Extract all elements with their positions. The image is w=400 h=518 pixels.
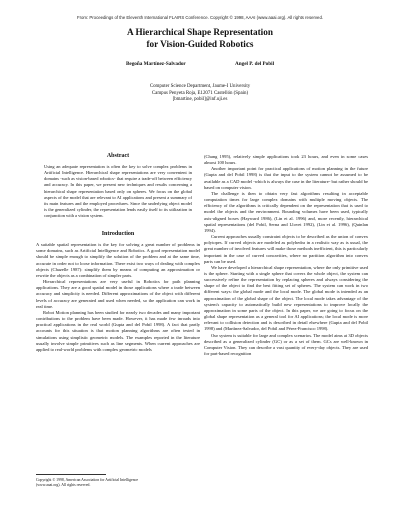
intro-paragraph: A suitable spatial representation is the key for solving a great number of problems in some domains, such as Artificial Intelligence and Robotics. A good representation model should be simple enough to simplify the solution of the problem and at the same time, accurate in order not to loose information. There exist two ways of dealing with complex objects (Chazelle 1987): simplify them by means of computing an approximation or rewrite the objects as a combination of simpler parts. <box>36 242 200 278</box>
paper-title <box>0 26 400 50</box>
authors <box>0 61 400 67</box>
intro-paragraph: Robot Motion planning has been studied for nearly two decades and many important contributions to the problem have been made. However, it has made few inroads into practical applications in the real world (Gupta and del Pobil 1998). A fact that partly accounts for this situation is that motion planning algorithms are often tested in simulations using simplistic geometric models. The examples reported in the literature usually involve simple primitives such as line segments. When current approaches are applied to real-world problems with complex geometric models <box>36 309 200 352</box>
intro-paragraph: Hierarchical representations are very useful in Robotics for path planning applications. They are a good spatial model in those applications where a trade between accuracy and simplicity is needed. Different approximations of the object with different levels of accuracy are generated and used when needed, so the application can work in real time. <box>36 279 200 309</box>
body-paragraph: The challenge is then to obtain very fast algorithms resulting in acceptable computation times for large complex domains with multiple moving objects. The efficiency of the algorithms is critically dependent on the representation that is used to model the objects and the environment. Bounding volumes have been used, typically axis-aligned boxes (Hayward 1986), (Lin et al. 1996) and, more recently, hierarchical spatial representations (del Pobil, Serna and Llovet 1992), (Lin et al. 1996), (Quinlan 1994). <box>204 190 368 233</box>
body-paragraph: Our system is suitable for large and complex scenarios. The model aims at 3D objects described as a generalized cylinder (GC) or as a set of them. GCs are well-known in Computer Vision. They can describe a vast quantity of every-day objects. They are used for part-based recognition <box>204 332 368 356</box>
title-line-1: A Hierarchical Shape Representation <box>127 27 273 37</box>
body-paragraph: (Chang 1995), relatively simple applications took 23 hours, and even in some cases almost 100 hours. <box>204 154 368 166</box>
author-2: Angel P. del Pobil <box>235 61 275 67</box>
copyright-header: From: Proceedings of the Eleventh International FLAIRS Conference. Copyright © 1998, AAAI (www.aaai.org). All rights reserved. <box>76 15 324 20</box>
body-paragraph: Another important point for practical applications of motion planning in the future (Gupta and del Pobil 1998) is that the input to the system cannot be assumed to be available as a CAD model -which is always the case in the literature- but rather should be based on computer vision. <box>204 166 368 190</box>
title-line-2: for Vision-Guided Robotics <box>146 39 254 49</box>
body-paragraph: Current approaches usually constraint objects to be described as the union of convex polytopes. If curved objects are modeled as polyhedra in a realistic way as is usual, the great number of involved features will make those methods inefficient, this is particularly important in the case of curved concavities, where no partition algorithm into convex parts can be used. <box>204 234 368 264</box>
footnote-line-1: Copyright © 1998, American Association for Artificial Intelligence <box>36 478 139 482</box>
footnote-line-2: (www.aaai.org). All rights reserved. <box>36 483 91 487</box>
right-column <box>204 154 368 357</box>
abstract-heading: Abstract <box>106 153 130 159</box>
abstract-text: Using an adequate representation is often the key to solve complex problems in Artificial Intelligence. Hierarchical shape representations are very convenient in domains -such as vision-based robotics- that require a trade-off between efficiency and accuracy. In this paper, we present new techniques and results concerning a hierarchical shape representation based only on spheres. We focus on the global aspects of the model that are relevant to AI applications and present a summary of its main features and the employed procedures. Since the underlying object model is the generalized cylinder, the representation lends easily itself to its utilization in conjunction with a vision system. <box>44 164 192 218</box>
affiliation <box>0 84 400 104</box>
left-column <box>36 153 200 353</box>
affiliation-email: [bmartine, pobil]@inf.uji.es <box>172 97 228 103</box>
copyright-footnote <box>36 474 200 488</box>
affiliation-address: Campus Penyeta Roja, E12071 Castellón (Spain) <box>151 90 249 96</box>
body-paragraph: We have developed a hierarchical shape representation, where the only primitive used is the sphere. Starting with a single sphere that covers the whole object, the system can successively refine the representation by replacing spheres and always considering the shape of the object to find the best fitting set of spheres. The system can work in two different ways: the global mode and the local mode. The global mode is intended as an approximation of the global shape of the object. The local mode takes advantage of the system's capacity to automatically build new representations to improve locally the approximation in some parts of the object. In this paper, we are going to focus on the global shape representation as a general tool for AI applications; the local mode is more relevant to collision detection and is described in detail elsewhere (Gupta and del Pobil 1998) and (Martínez-Salvador, del Pobil and Pérez-Francisco 1998). <box>204 264 368 332</box>
author-1: Begoña Martínez-Salvador <box>125 61 186 67</box>
affiliation-department: Computer Science Department, Jaume-I University <box>149 84 251 89</box>
introduction-heading: Introduction <box>101 231 135 237</box>
footnote-rule <box>36 474 106 475</box>
